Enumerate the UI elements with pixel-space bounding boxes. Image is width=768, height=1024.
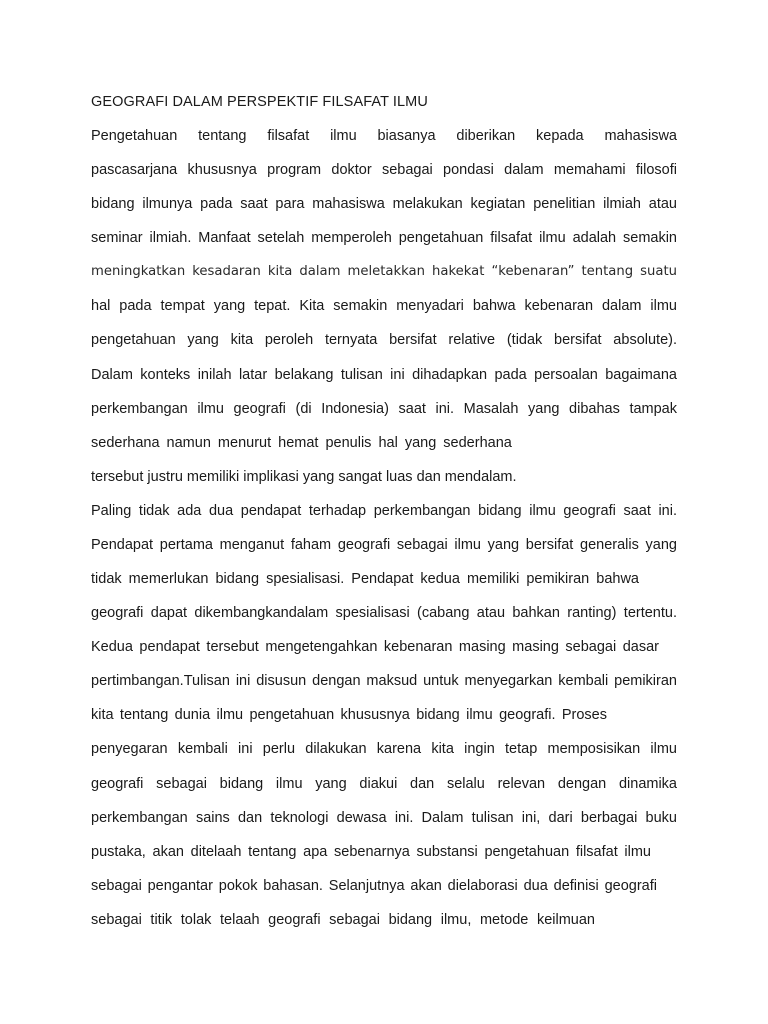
paragraph-line: seminar ilmiah. Manfaat setelah memperoleh pengetahuan filsafat ilmu adalah semakin	[91, 230, 677, 246]
paragraph-line: sebagai pengantar pokok bahasan. Selanjutnya akan dielaborasi dua definisi geografi	[91, 878, 657, 894]
paragraph-line: pengetahuan yang kita peroleh ternyata bersifat relative (tidak bersifat absolute).	[91, 332, 677, 348]
paragraph-line: Kedua pendapat tersebut mengetengahkan kebenaran masing masing sebagai dasar	[91, 639, 659, 655]
paragraph-line: perkembangan ilmu geografi (di Indonesia) saat ini. Masalah yang dibahas tampak	[91, 401, 677, 417]
paragraph-line: kita tentang dunia ilmu pengetahuan khususnya bidang ilmu geografi. Proses	[91, 707, 607, 723]
paragraph-line: perkembangan sains dan teknologi dewasa ini. Dalam tulisan ini, dari berbagai buku	[91, 810, 677, 826]
paragraph-line: pustaka, akan ditelaah tentang apa sebenarnya substansi pengetahuan filsafat ilmu	[91, 844, 651, 860]
paragraph-line: bidang ilmunya pada saat para mahasiswa melakukan kegiatan penelitian ilmiah atau	[91, 196, 677, 212]
paragraph-line: pertimbangan.Tulisan ini disusun dengan maksud untuk menyegarkan kembali pemikiran	[91, 673, 677, 689]
paragraph-line: tidak memerlukan bidang spesialisasi. Pendapat kedua memiliki pemikiran bahwa	[91, 571, 639, 587]
document-title: GEOGRAFI DALAM PERSPEKTIF FILSAFAT ILMU	[91, 94, 428, 110]
paragraph-line: pascasarjana khususnya program doktor sebagai pondasi dalam memahami filosofi	[91, 162, 677, 178]
paragraph-line: Paling tidak ada dua pendapat terhadap perkembangan bidang ilmu geografi saat ini.	[91, 503, 677, 519]
paragraph-line: meningkatkan kesadaran kita dalam meletakkan hakekat “kebenaran” tentang suatu	[91, 264, 677, 279]
paragraph-line: geografi dapat dikembangkandalam spesialisasi (cabang atau bahkan ranting) tertentu.	[91, 605, 677, 621]
paragraph-line: geografi sebagai bidang ilmu yang diakui dan selalu relevan dengan dinamika	[91, 776, 677, 792]
paragraph-line: sebagai titik tolak telaah geografi sebagai bidang ilmu, metode keilmuan	[91, 912, 595, 928]
paragraph-line: hal pada tempat yang tepat. Kita semakin menyadari bahwa kebenaran dalam ilmu	[91, 298, 677, 314]
paragraph-line: Pengetahuan tentang filsafat ilmu biasanya diberikan kepada mahasiswa	[91, 128, 677, 144]
paragraph-line: tersebut justru memiliki implikasi yang sangat luas dan mendalam.	[91, 469, 517, 485]
paragraph-line: penyegaran kembali ini perlu dilakukan karena kita ingin tetap memposisikan ilmu	[91, 741, 677, 757]
paragraph-line: sederhana namun menurut hemat penulis hal yang sederhana	[91, 435, 512, 451]
paragraph-line: Dalam konteks inilah latar belakang tulisan ini dihadapkan pada persoalan bagaimana	[91, 367, 677, 383]
paragraph-line: Pendapat pertama menganut faham geografi sebagai ilmu yang bersifat generalis yang	[91, 537, 677, 553]
